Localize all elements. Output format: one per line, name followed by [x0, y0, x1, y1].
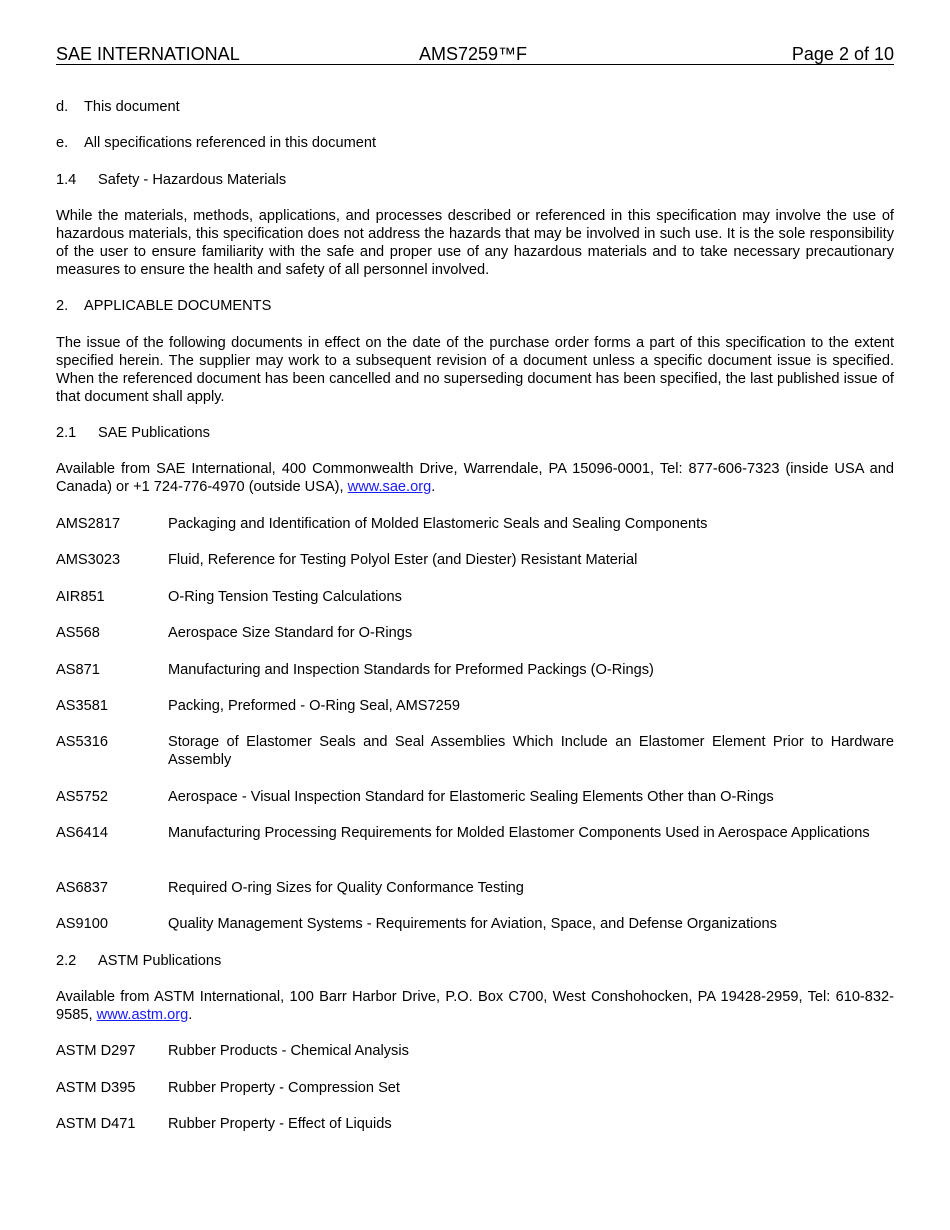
- doc-title-as9100: Quality Management Systems - Requirements for Aviation, Space, and Defense Organizations: [168, 916, 777, 932]
- doc-title-as5752: Aerospace - Visual Inspection Standard for Elastomeric Sealing Elements Other than O-Rings: [168, 789, 774, 805]
- safety-paragraph: While the materials, methods, applications, and processes described or referenced in this specification may involve the use of hazardous materials, this specification does not address the hazards that may be involved in such use. It is the sole responsibility of the user to ensure familiarity with the safe and proper use of any hazardous materials and to take necessary precautionary measures to ensure the health and safety of all personnel involved.: [56, 208, 894, 278]
- sae-availability-paragraph: [56, 460, 894, 496]
- list-marker-e: e.: [56, 135, 69, 151]
- doc-code-as9100: AS9100: [56, 916, 108, 932]
- section-title-applicable-documents: APPLICABLE DOCUMENTS: [84, 298, 272, 314]
- doc-title-ams2817: Packaging and Identification of Molded Elastomeric Seals and Sealing Components: [168, 516, 708, 532]
- doc-code-astm-d471: ASTM D471: [56, 1116, 136, 1132]
- doc-code-as5316: AS5316: [56, 734, 108, 750]
- doc-title-air851: O-Ring Tension Testing Calculations: [168, 589, 402, 605]
- doc-title-astm-d471: Rubber Property - Effect of Liquids: [168, 1116, 392, 1132]
- section-title-safety: Safety - Hazardous Materials: [98, 172, 287, 188]
- list-item-d: This document: [84, 99, 180, 115]
- doc-code-as6837: AS6837: [56, 880, 108, 896]
- doc-title-ams3023: Fluid, Reference for Testing Polyol Ester (and Diester) Resistant Material: [168, 552, 638, 568]
- list-marker-d: d.: [56, 99, 69, 115]
- astm-availability-end: .: [188, 1007, 193, 1023]
- doc-title-as6837: Required O-ring Sizes for Quality Conformance Testing: [168, 880, 524, 896]
- sae-website-link[interactable]: www.sae.org: [347, 479, 432, 495]
- doc-code-as3581: AS3581: [56, 698, 108, 714]
- sae-availability-text: Available from SAE International, 400 Commonwealth Drive, Warrendale, PA 15096-0001, Tel: 877-606-7323 (inside USA and Canada) or +1 724-776-4970 (outside USA),: [56, 461, 894, 495]
- section-number-2: 2.: [56, 298, 69, 314]
- section-number-2-2: 2.2: [56, 953, 77, 969]
- list-item-e: All specifications referenced in this document: [84, 135, 377, 151]
- doc-title-as3581: Packing, Preformed - O-Ring Seal, AMS7259: [168, 698, 461, 714]
- doc-code-as568: AS568: [56, 625, 100, 641]
- doc-title-as6414: Manufacturing Processing Requirements for Molded Elastomer Components Used in Aerospace Applications: [168, 825, 870, 841]
- astm-website-link[interactable]: www.astm.org: [96, 1007, 189, 1023]
- sae-availability-end: .: [431, 479, 436, 495]
- doc-title-astm-d395: Rubber Property - Compression Set: [168, 1080, 400, 1096]
- header-doc-id: AMS7259™F: [419, 44, 528, 64]
- doc-code-astm-d395: ASTM D395: [56, 1080, 136, 1096]
- doc-code-ams3023: AMS3023: [56, 552, 121, 568]
- section-title-sae-publications: SAE Publications: [98, 425, 210, 441]
- header-page-number: Page 2 of 10: [791, 44, 894, 64]
- astm-availability-paragraph: [56, 988, 894, 1024]
- header-org: SAE INTERNATIONAL: [56, 44, 240, 64]
- doc-title-astm-d297: Rubber Products - Chemical Analysis: [168, 1043, 409, 1059]
- applicable-documents-paragraph: The issue of the following documents in effect on the date of the purchase order forms a part of this specification to the extent specified herein. The supplier may work to a subsequent revision of a document unless a specific document issue is specified. When the referenced document has been cancelled and no superseding document has been specified, the last published issue of that document shall apply.: [56, 335, 894, 405]
- doc-code-ams2817: AMS2817: [56, 516, 121, 532]
- doc-title-as871: Manufacturing and Inspection Standards for Preformed Packings (O-Rings): [168, 662, 654, 678]
- doc-code-as6414: AS6414: [56, 825, 108, 841]
- astm-availability-text: Available from ASTM International, 100 Barr Harbor Drive, P.O. Box C700, West Conshohocken, PA 19428-2959, Tel: 610-832-9585,: [56, 989, 894, 1023]
- section-number-1-4: 1.4: [56, 172, 77, 188]
- doc-code-as871: AS871: [56, 662, 100, 678]
- doc-title-as568: Aerospace Size Standard for O-Rings: [168, 625, 413, 641]
- page-header: [56, 44, 894, 65]
- section-title-astm-publications: ASTM Publications: [98, 953, 222, 969]
- doc-title-as5316: Storage of Elastomer Seals and Seal Assemblies Which Include an Elastomer Element Prior to Hardware Assembly: [168, 734, 894, 768]
- section-number-2-1: 2.1: [56, 425, 77, 441]
- doc-code-air851: AIR851: [56, 589, 105, 605]
- doc-code-as5752: AS5752: [56, 789, 108, 805]
- doc-code-astm-d297: ASTM D297: [56, 1043, 136, 1059]
